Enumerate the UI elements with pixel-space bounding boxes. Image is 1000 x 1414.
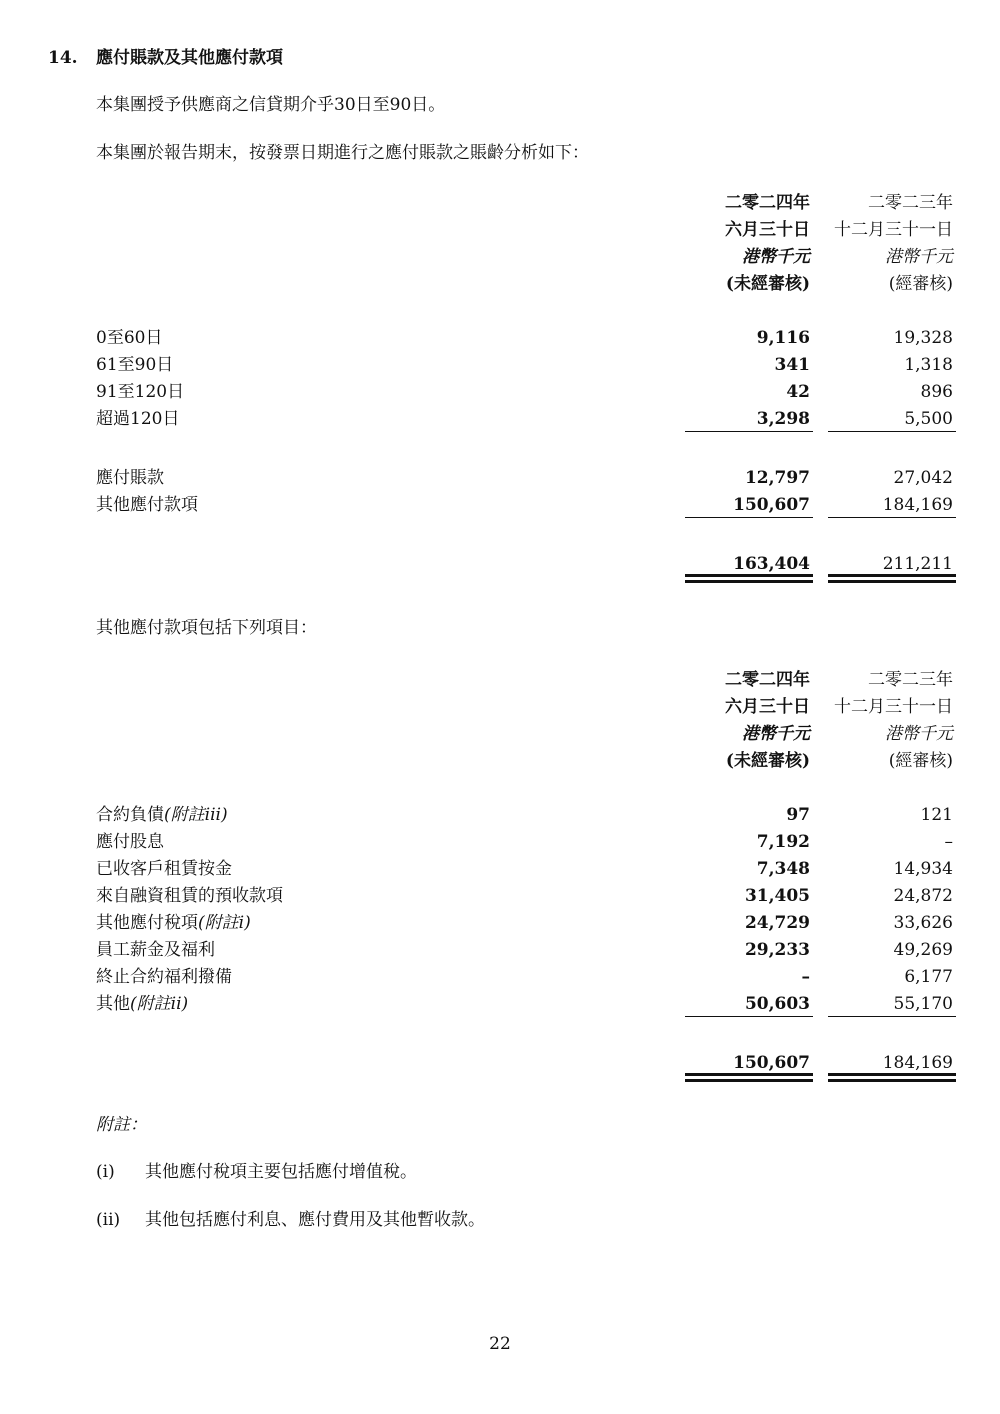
header-2024-date: 六月三十日 [725, 697, 810, 717]
credit-period-paragraph: 本集團授予供應商之信貸期介乎30日至90日。 [96, 95, 446, 115]
table-row-label: 91至120日 [96, 382, 185, 402]
header-2023-date: 十二月三十一日 [834, 220, 953, 240]
total-double-rule [685, 1073, 813, 1082]
table-cell-2023: 14,934 [893, 859, 953, 879]
aging-intro-paragraph: 本集團於報告期末，按發票日期進行之應付賬款之賬齡分析如下： [96, 143, 589, 163]
table-cell-2023: 33,626 [893, 913, 953, 933]
table-row-label: 應付股息 [96, 832, 164, 852]
table-row-label: 來自融資租賃的預收款項 [96, 886, 283, 906]
table-cell-2023: 24,872 [893, 886, 953, 906]
total-double-rule [685, 574, 813, 583]
header-2024-audit: (未經審核) [725, 274, 810, 294]
header-2023-audit: (經審核) [888, 274, 953, 294]
header-2024-date: 六月三十日 [725, 220, 810, 240]
header-2023-year: 二零二三年 [868, 670, 953, 690]
table-cell-2023: 19,328 [893, 328, 953, 348]
table-row-label: 應付賬款 [96, 468, 164, 488]
table-cell-2024: 42 [786, 382, 810, 402]
header-2023-year: 二零二三年 [868, 193, 953, 213]
table-cell-2024: – [801, 967, 810, 987]
table-row-label: 員工薪金及福利 [96, 940, 215, 960]
table-cell-2023: 896 [920, 382, 953, 402]
note-text: 其他包括應付利息、應付費用及其他暫收款。 [145, 1210, 485, 1230]
total-2023: 211,211 [882, 554, 953, 574]
subtotal-rule [685, 431, 813, 432]
header-2024-unit: 港幣千元 [742, 724, 810, 744]
subtotal-rule [685, 517, 813, 518]
header-2023-date: 十二月三十一日 [834, 697, 953, 717]
table-row-label: 其他應付稅項(附註i) [96, 913, 251, 933]
table-cell-2024: 341 [774, 355, 810, 375]
note-marker: (i) [96, 1162, 115, 1182]
table-cell-2024: 7,192 [756, 832, 810, 852]
table-cell-2024: 31,405 [744, 886, 810, 906]
section-number: 14. [48, 48, 78, 68]
table-cell-2024: 50,603 [744, 994, 810, 1014]
table-cell-2024: 12,797 [744, 468, 810, 488]
total-2024: 150,607 [733, 1053, 810, 1073]
table-row-label: 61至90日 [96, 355, 174, 375]
total-double-rule [828, 574, 956, 583]
table-row-label: 終止合約福利撥備 [96, 967, 232, 987]
header-2024-year: 二零二四年 [725, 670, 810, 690]
header-2024-year: 二零二四年 [725, 193, 810, 213]
table-row-label: 其他應付款項 [96, 495, 198, 515]
section-title: 應付賬款及其他應付款項 [96, 48, 283, 68]
header-2023-unit: 港幣千元 [885, 247, 953, 267]
table-cell-2023: – [944, 832, 953, 852]
table-cell-2023: 184,169 [882, 495, 953, 515]
table-cell-2024: 3,298 [756, 409, 810, 429]
header-2024-audit: (未經審核) [725, 751, 810, 771]
total-2023: 184,169 [882, 1053, 953, 1073]
table-cell-2023: 1,318 [904, 355, 953, 375]
table-cell-2023: 121 [920, 805, 953, 825]
other-payables-intro: 其他應付款項包括下列項目： [96, 618, 317, 638]
table-row-label: 超過120日 [96, 409, 180, 429]
total-double-rule [828, 1073, 956, 1082]
table-cell-2023: 6,177 [904, 967, 953, 987]
note-text: 其他應付稅項主要包括應付增值稅。 [145, 1162, 417, 1182]
header-2024-unit: 港幣千元 [742, 247, 810, 267]
table-cell-2023: 49,269 [893, 940, 953, 960]
table-cell-2024: 9,116 [756, 328, 810, 348]
table-cell-2023: 55,170 [893, 994, 953, 1014]
table-cell-2023: 5,500 [904, 409, 953, 429]
subtotal-rule [828, 1016, 956, 1017]
total-2024: 163,404 [733, 554, 810, 574]
subtotal-rule [828, 431, 956, 432]
table-cell-2024: 24,729 [744, 913, 810, 933]
table-row-label: 合約負債(附註iii) [96, 805, 228, 825]
table-cell-2024: 150,607 [733, 495, 810, 515]
table-row-label: 已收客戶租賃按金 [96, 859, 232, 879]
subtotal-rule [685, 1016, 813, 1017]
note-marker: (ii) [96, 1210, 121, 1230]
table-cell-2023: 27,042 [893, 468, 953, 488]
page-number: 22 [489, 1334, 511, 1354]
header-2023-unit: 港幣千元 [885, 724, 953, 744]
subtotal-rule [828, 517, 956, 518]
table-cell-2024: 97 [786, 805, 810, 825]
table-row-label: 0至60日 [96, 328, 163, 348]
notes-heading: 附註： [96, 1115, 147, 1135]
header-2023-audit: (經審核) [888, 751, 953, 771]
table-cell-2024: 29,233 [744, 940, 810, 960]
table-row-label: 其他(附註ii) [96, 994, 189, 1014]
table-cell-2024: 7,348 [756, 859, 810, 879]
